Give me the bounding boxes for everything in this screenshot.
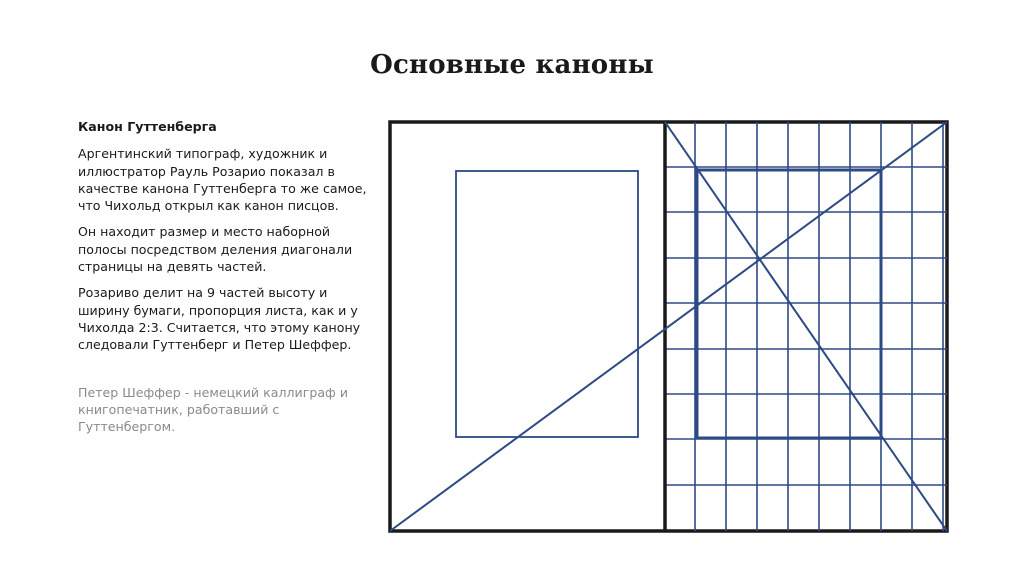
spread-diagonal (390, 122, 947, 531)
left-page-text-block (456, 171, 638, 437)
paragraph-2: Он находит размер и место наборной полосы посредством деления диагонали страницы на девять частей. (78, 224, 353, 275)
slide-title: Основные каноны (370, 50, 654, 80)
paragraph-3: Розариво делит на 9 частей высоту и ширину бумаги, пропорция листа, как и у Чихолда 2:3. Считается, что этому канону следовали Гуттенберг и Петер Шеффер. (78, 285, 361, 353)
page-diagonal (665, 122, 947, 531)
paragraph-1: Аргентинский типограф, художник и иллюстратор Рауль Розарио показал в качестве канона Гуттенберга то же самое, что Чихольд открыл как канон писцов. (78, 146, 367, 214)
text-column (78, 118, 368, 444)
section-subheading: Канон Гуттенберга (78, 119, 217, 134)
gutenberg-canon-diagram (383, 115, 956, 540)
footnote: Петер Шеффер - немецкий каллиграф и книгопечатник, работавший с Гуттенбергом. (78, 384, 349, 435)
